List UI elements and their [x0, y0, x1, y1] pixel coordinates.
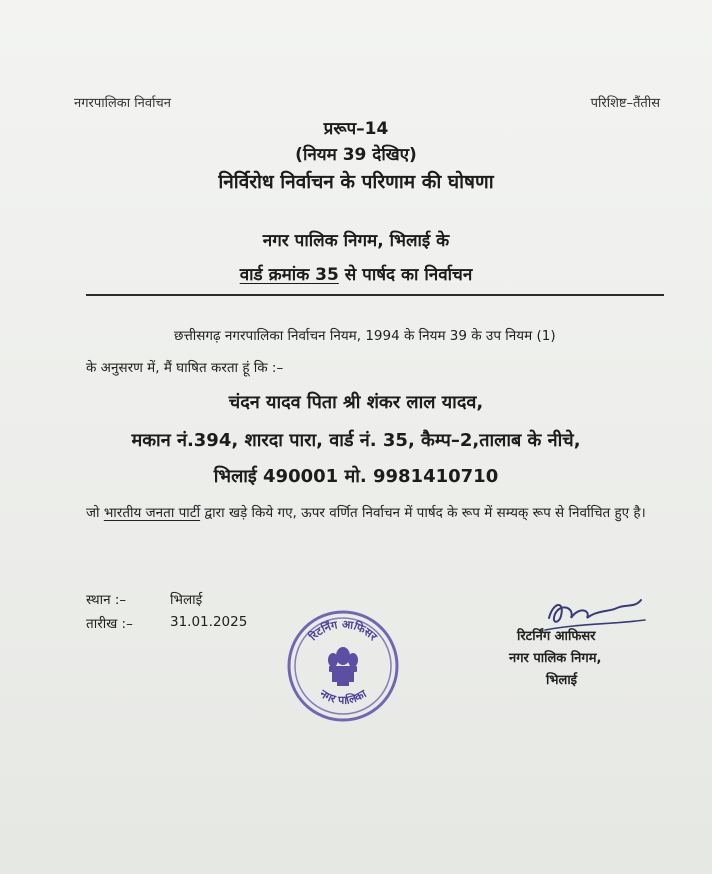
rule-reference: (नियम 39 देखिए) — [295, 145, 417, 165]
date-value: 31.01.2025 — [170, 614, 248, 630]
form-number: प्ररूप–14 — [323, 119, 389, 139]
candidate-name: चंदन यादव पिता श्री शंकर लाल यादव, — [228, 392, 484, 413]
seal-text-bottom: नगर पालिका — [317, 687, 369, 707]
official-seal-stamp — [285, 608, 401, 724]
subtitle-line1: नगर पालिक निगम, भिलाई के — [262, 231, 450, 251]
result-prefix: जो — [86, 505, 104, 521]
subtitle-line2 — [0, 262, 712, 285]
signatory-city: भिलाई — [546, 673, 578, 688]
result-rest: द्वारा खड़े किये गए, ऊपर वर्णित निर्वाचन में पार्षद के रूप में सम्यक् रूप से निर्वाचित हुए है। — [200, 505, 646, 521]
date-label: तारीख :– — [86, 616, 133, 632]
place-label: स्थान :– — [86, 592, 127, 608]
signatory-designation: रिटर्निंग आफिसर — [517, 629, 596, 644]
candidate-address: मकान नं.394, शारदा पारा, वार्ड नं. 35, कैम्प–2,तालाब के नीचे, — [131, 430, 581, 451]
horizontal-rule — [86, 294, 664, 296]
document-heading: निर्विरोध निर्वाचन के परिणाम की घोषणा — [218, 171, 494, 193]
intro-line2: के अनुसरण में, मैं घाषित करता हूं कि :– — [86, 360, 284, 376]
svg-text:नगर पालिका — [317, 687, 370, 708]
emblem-icon — [328, 647, 358, 686]
header-right: परिशिष्ट–तैंतीस — [590, 96, 660, 111]
seal-text-top: रिटर्निंग आफिसर — [306, 617, 380, 644]
svg-text:रिटर्निंग आफिसर — [305, 618, 380, 644]
candidate-city-mobile: भिलाई 490001 मो. 9981410710 — [213, 466, 499, 487]
signatory-office: नगर पालिक निगम, — [509, 651, 602, 666]
intro-line1: छत्तीसगढ़ नगरपालिका निर्वाचन नियम, 1994 के नियम 39 के उप नियम (1) — [174, 328, 556, 344]
header-left: नगरपालिका निर्वाचन — [74, 96, 171, 111]
party-name: भारतीय जनता पार्टी — [103, 505, 201, 521]
subtitle-line2-rest: से पार्षद का निर्वाचन — [338, 265, 473, 285]
result-paragraph — [86, 496, 662, 530]
place-value: भिलाई — [170, 592, 203, 608]
ward-number: वार्ड क्रमांक 35 — [239, 265, 339, 285]
